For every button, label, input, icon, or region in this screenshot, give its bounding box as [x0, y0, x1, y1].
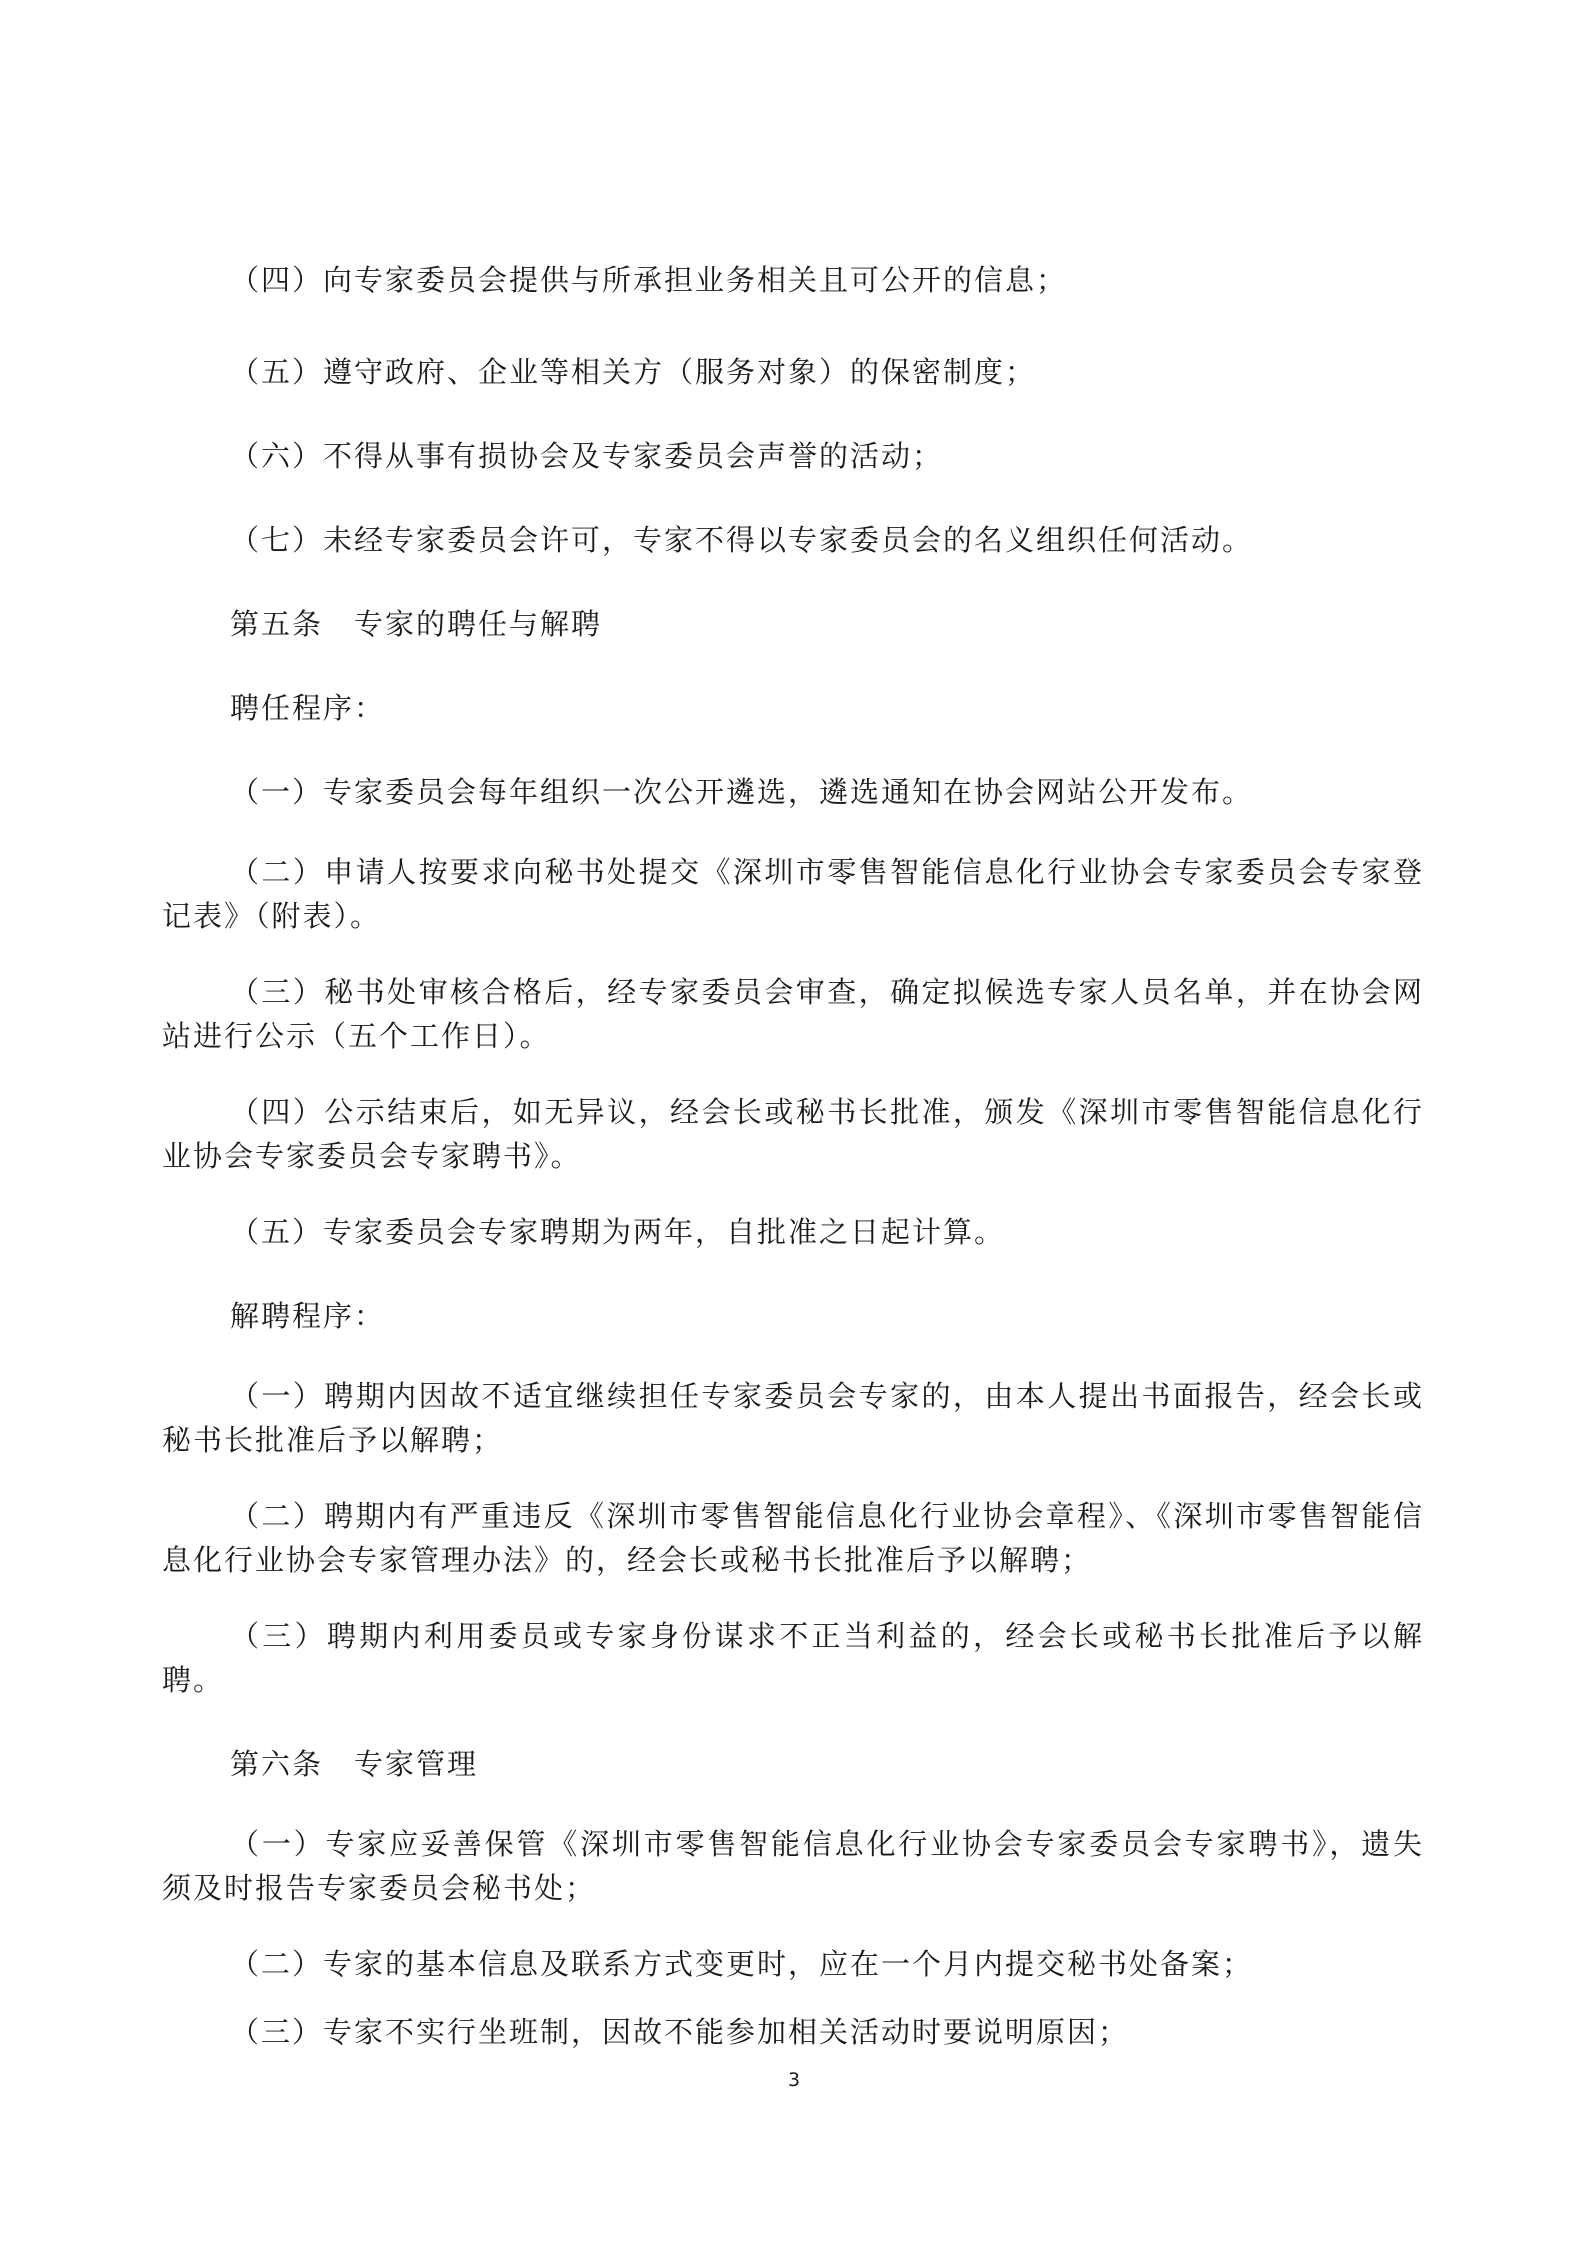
paragraph-duty-7: （七）未经专家委员会许可，专家不得以专家委员会的名义组织任何活动。 [230, 523, 1254, 557]
appointment-step-1: （一）专家委员会每年组织一次公开遴选，遴选通知在协会网站公开发布。 [230, 775, 1254, 809]
management-rule-1: （一）专家应妥善保管《深圳市零售智能信息化行业协会专家委员会专家聘书》，遗失须及时报告专家委员会秘书处； [162, 1827, 1424, 1905]
appointment-step-5: （五）专家委员会专家聘期为两年，自批准之日起计算。 [230, 1215, 1006, 1249]
appointment-procedure-heading: 聘任程序： [230, 691, 386, 725]
dismissal-procedure-heading: 解聘程序： [230, 1299, 386, 1333]
dismissal-step-2: （二）聘期内有严重违反《深圳市零售智能信息化行业协会章程》、《深圳市零售智能信息化行业协会专家管理办法》的，经会长或秘书长批准后予以解聘； [162, 1499, 1424, 1577]
management-rule-3: （三）专家不实行坐班制，因故不能参加相关活动时要说明原因； [230, 2015, 1130, 2049]
article-6-heading: 第六条 专家管理 [230, 1747, 479, 1781]
dismissal-step-1: （一）聘期内因故不适宜继续担任专家委员会专家的，由本人提出书面报告，经会长或秘书长批准后予以解聘； [162, 1379, 1424, 1457]
paragraph-duty-4: （四）向专家委员会提供与所承担业务相关且可公开的信息； [230, 263, 1068, 297]
appointment-step-3: （三）秘书处审核合格后，经专家委员会审查，确定拟候选专家人员名单，并在协会网站进行公示（五个工作日）。 [162, 975, 1424, 1053]
article-5-heading: 第五条 专家的聘任与解聘 [230, 607, 603, 641]
management-rule-2: （二）专家的基本信息及联系方式变更时，应在一个月内提交秘书处备案； [230, 1947, 1254, 1981]
paragraph-duty-6: （六）不得从事有损协会及专家委员会声誉的活动； [230, 439, 944, 473]
page-number: 3 [787, 2069, 801, 2091]
paragraph-duty-5: （五）遵守政府、企业等相关方（服务对象）的保密制度； [230, 355, 1037, 389]
appointment-step-4: （四）公示结束后，如无异议，经会长或秘书长批准，颁发《深圳市零售智能信息化行业协会专家委员会专家聘书》。 [162, 1095, 1424, 1173]
appointment-step-2: （二）申请人按要求向秘书处提交《深圳市零售智能信息化行业协会专家委员会专家登记表》（附表）。 [162, 855, 1424, 933]
dismissal-step-3: （三）聘期内利用委员或专家身份谋求不正当利益的，经会长或秘书长批准后予以解聘。 [162, 1619, 1424, 1697]
